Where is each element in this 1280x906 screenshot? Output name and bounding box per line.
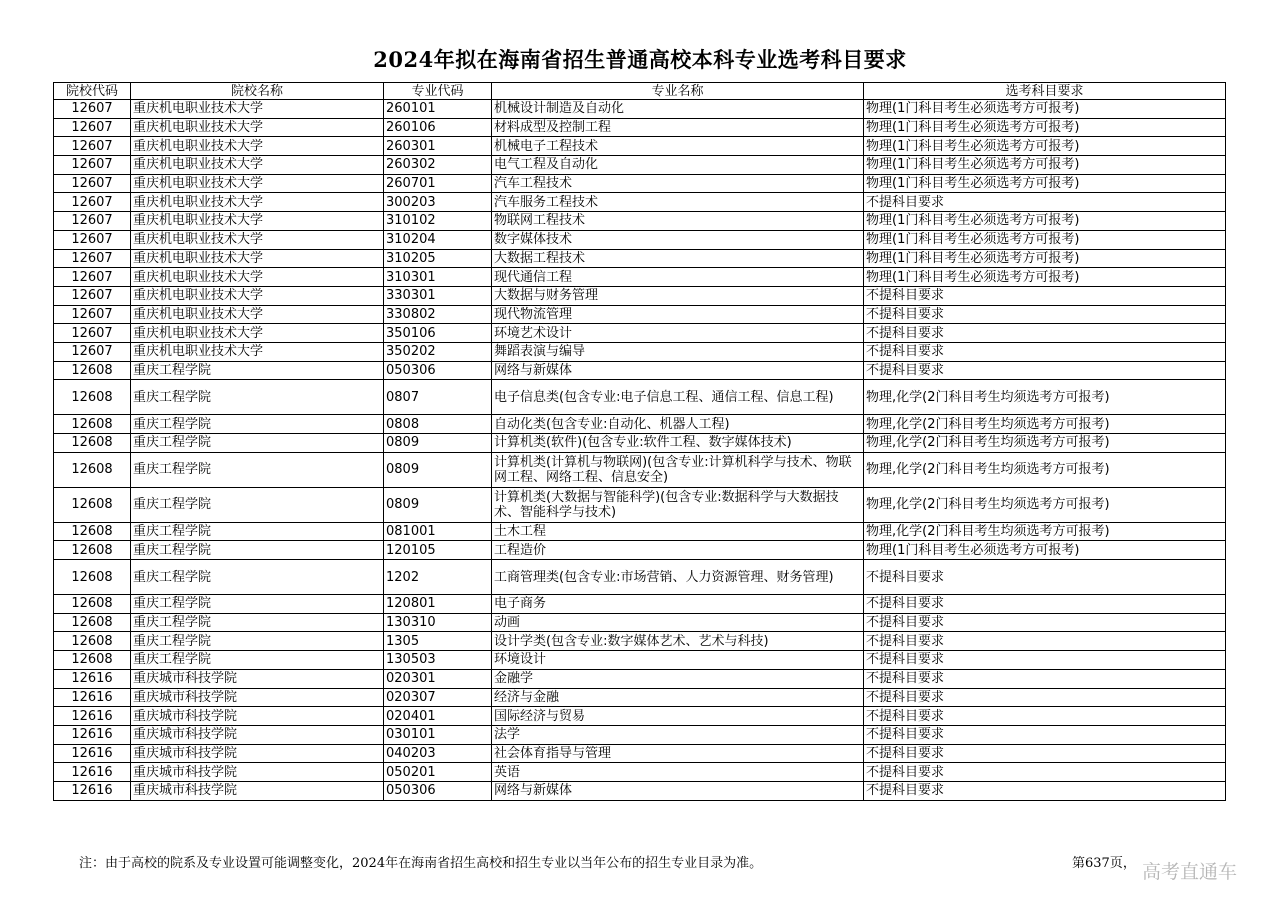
cell-school-name: 重庆城市科技学院: [131, 707, 384, 726]
table-row: [54, 100, 1226, 119]
cell-major-name: 电子商务: [492, 595, 864, 614]
cell-school-code: 12608: [54, 632, 131, 651]
cell-major-name: 计算机类(软件)(包含专业:软件工程、数字媒体技术): [492, 434, 864, 453]
cell-major-code: 330802: [384, 305, 492, 324]
page-title: 2024年拟在海南省招生普通高校本科专业选考科目要求: [373, 47, 907, 72]
cell-school-code: 12608: [54, 560, 131, 595]
cell-subject-requirement: 不提科目要求: [864, 342, 1226, 361]
cell-subject-requirement: 物理,化学(2门科目考生均须选考方可报考): [864, 415, 1226, 434]
cell-major-code: 310205: [384, 249, 492, 268]
cell-school-name: 重庆工程学院: [131, 541, 384, 560]
cell-major-code: 020307: [384, 688, 492, 707]
cell-major-code: 120801: [384, 595, 492, 614]
cell-school-name: 重庆机电职业技术大学: [131, 193, 384, 212]
cell-school-name: 重庆机电职业技术大学: [131, 249, 384, 268]
table-row: [54, 541, 1226, 560]
table-header-row: [54, 83, 1226, 100]
cell-school-name: 重庆工程学院: [131, 487, 384, 522]
cell-school-code: 12607: [54, 174, 131, 193]
cell-school-code: 12608: [54, 380, 131, 415]
cell-school-code: 12616: [54, 669, 131, 688]
cell-subject-requirement: 不提科目要求: [864, 688, 1226, 707]
cell-subject-requirement: 不提科目要求: [864, 725, 1226, 744]
cell-subject-requirement: 不提科目要求: [864, 324, 1226, 343]
cell-major-code: 0809: [384, 487, 492, 522]
table-row: [54, 781, 1226, 800]
cell-major-name: 设计学类(包含专业:数字媒体艺术、艺术与科技): [492, 632, 864, 651]
cell-school-name: 重庆城市科技学院: [131, 669, 384, 688]
cell-major-name: 英语: [492, 763, 864, 782]
cell-major-name: 网络与新媒体: [492, 781, 864, 800]
cell-subject-requirement: 不提科目要求: [864, 595, 1226, 614]
cell-major-name: 现代物流管理: [492, 305, 864, 324]
table-row: [54, 249, 1226, 268]
page-number: 第637页，: [1072, 856, 1136, 871]
cell-major-code: 260701: [384, 174, 492, 193]
cell-school-code: 12607: [54, 230, 131, 249]
cell-subject-requirement: 物理,化学(2门科目考生均须选考方可报考): [864, 487, 1226, 522]
cell-school-name: 重庆工程学院: [131, 560, 384, 595]
cell-school-code: 12607: [54, 100, 131, 119]
cell-major-code: 0807: [384, 380, 492, 415]
cell-major-code: 260301: [384, 137, 492, 156]
cell-subject-requirement: 物理(1门科目考生必须选考方可报考): [864, 212, 1226, 231]
table-row: [54, 193, 1226, 212]
cell-school-name: 重庆机电职业技术大学: [131, 342, 384, 361]
cell-subject-requirement: 不提科目要求: [864, 305, 1226, 324]
cell-major-code: 310301: [384, 268, 492, 287]
cell-major-name: 大数据工程技术: [492, 249, 864, 268]
cell-school-code: 12608: [54, 452, 131, 487]
requirements-table: [53, 82, 1226, 801]
cell-school-code: 12616: [54, 744, 131, 763]
cell-school-code: 12616: [54, 763, 131, 782]
cell-school-name: 重庆工程学院: [131, 434, 384, 453]
cell-major-code: 130503: [384, 651, 492, 670]
cell-school-name: 重庆工程学院: [131, 632, 384, 651]
cell-major-code: 310102: [384, 212, 492, 231]
header-major-name: 专业名称: [492, 83, 864, 100]
cell-school-code: 12616: [54, 707, 131, 726]
cell-school-code: 12608: [54, 487, 131, 522]
cell-major-code: 130310: [384, 613, 492, 632]
cell-subject-requirement: 不提科目要求: [864, 193, 1226, 212]
cell-school-name: 重庆工程学院: [131, 613, 384, 632]
table-row: [54, 487, 1226, 522]
cell-major-name: 国际经济与贸易: [492, 707, 864, 726]
cell-school-code: 12608: [54, 415, 131, 434]
cell-school-code: 12616: [54, 725, 131, 744]
cell-school-name: 重庆机电职业技术大学: [131, 305, 384, 324]
cell-major-code: 260101: [384, 100, 492, 119]
cell-school-code: 12608: [54, 434, 131, 453]
cell-subject-requirement: 不提科目要求: [864, 613, 1226, 632]
cell-major-name: 环境艺术设计: [492, 324, 864, 343]
table-row: [54, 342, 1226, 361]
cell-subject-requirement: 不提科目要求: [864, 286, 1226, 305]
cell-major-name: 工程造价: [492, 541, 864, 560]
cell-school-name: 重庆工程学院: [131, 415, 384, 434]
cell-subject-requirement: 不提科目要求: [864, 560, 1226, 595]
cell-major-code: 260106: [384, 118, 492, 137]
cell-school-name: 重庆机电职业技术大学: [131, 100, 384, 119]
cell-subject-requirement: 不提科目要求: [864, 669, 1226, 688]
cell-school-code: 12616: [54, 781, 131, 800]
header-subject-requirement: 选考科目要求: [864, 83, 1226, 100]
cell-major-name: 大数据与财务管理: [492, 286, 864, 305]
table-row: [54, 744, 1226, 763]
table-row: [54, 212, 1226, 231]
cell-subject-requirement: 物理(1门科目考生必须选考方可报考): [864, 174, 1226, 193]
cell-major-name: 计算机类(大数据与智能科学)(包含专业:数据科学与大数据技术、智能科学与技术): [492, 487, 864, 522]
cell-major-name: 汽车服务工程技术: [492, 193, 864, 212]
cell-school-code: 12607: [54, 118, 131, 137]
cell-school-code: 12607: [54, 286, 131, 305]
cell-major-name: 网络与新媒体: [492, 361, 864, 380]
cell-major-code: 0808: [384, 415, 492, 434]
cell-subject-requirement: 物理(1门科目考生必须选考方可报考): [864, 268, 1226, 287]
watermark: 高考直通车: [1142, 861, 1238, 883]
cell-school-code: 12607: [54, 212, 131, 231]
cell-school-name: 重庆城市科技学院: [131, 688, 384, 707]
cell-school-code: 12607: [54, 305, 131, 324]
table-row: [54, 560, 1226, 595]
table-body: [54, 100, 1226, 801]
cell-subject-requirement: 不提科目要求: [864, 763, 1226, 782]
cell-school-name: 重庆机电职业技术大学: [131, 137, 384, 156]
cell-subject-requirement: 不提科目要求: [864, 651, 1226, 670]
cell-school-code: 12607: [54, 156, 131, 175]
table-row: [54, 118, 1226, 137]
table-row: [54, 452, 1226, 487]
cell-school-name: 重庆城市科技学院: [131, 763, 384, 782]
cell-major-name: 材料成型及控制工程: [492, 118, 864, 137]
table-row: [54, 230, 1226, 249]
table-row: [54, 361, 1226, 380]
cell-subject-requirement: 不提科目要求: [864, 744, 1226, 763]
cell-major-name: 工商管理类(包含专业:市场营销、人力资源管理、财务管理): [492, 560, 864, 595]
cell-subject-requirement: 物理(1门科目考生必须选考方可报考): [864, 230, 1226, 249]
cell-school-code: 12608: [54, 522, 131, 541]
cell-subject-requirement: 物理(1门科目考生必须选考方可报考): [864, 156, 1226, 175]
header-school-name: 院校名称: [131, 83, 384, 100]
cell-major-name: 舞蹈表演与编导: [492, 342, 864, 361]
cell-school-code: 12608: [54, 595, 131, 614]
cell-school-name: 重庆机电职业技术大学: [131, 324, 384, 343]
cell-major-name: 机械设计制造及自动化: [492, 100, 864, 119]
cell-major-code: 081001: [384, 522, 492, 541]
cell-major-code: 300203: [384, 193, 492, 212]
table-row: [54, 688, 1226, 707]
cell-major-code: 050201: [384, 763, 492, 782]
cell-school-name: 重庆工程学院: [131, 651, 384, 670]
cell-school-code: 12616: [54, 688, 131, 707]
cell-major-name: 法学: [492, 725, 864, 744]
table-row: [54, 286, 1226, 305]
cell-major-code: 1305: [384, 632, 492, 651]
table-row: [54, 137, 1226, 156]
cell-major-name: 自动化类(包含专业:自动化、机器人工程): [492, 415, 864, 434]
table-row: [54, 156, 1226, 175]
header-school-code: 院校代码: [54, 83, 131, 100]
cell-subject-requirement: 物理(1门科目考生必须选考方可报考): [864, 541, 1226, 560]
cell-school-code: 12607: [54, 268, 131, 287]
cell-major-name: 机械电子工程技术: [492, 137, 864, 156]
cell-major-name: 环境设计: [492, 651, 864, 670]
cell-subject-requirement: 不提科目要求: [864, 707, 1226, 726]
cell-major-code: 0809: [384, 434, 492, 453]
cell-major-name: 社会体育指导与管理: [492, 744, 864, 763]
cell-major-name: 现代通信工程: [492, 268, 864, 287]
cell-major-code: 050306: [384, 781, 492, 800]
cell-subject-requirement: 物理,化学(2门科目考生均须选考方可报考): [864, 434, 1226, 453]
cell-school-code: 12607: [54, 249, 131, 268]
cell-school-name: 重庆机电职业技术大学: [131, 156, 384, 175]
cell-subject-requirement: 物理(1门科目考生必须选考方可报考): [864, 118, 1226, 137]
cell-subject-requirement: 物理,化学(2门科目考生均须选考方可报考): [864, 522, 1226, 541]
table-row: [54, 763, 1226, 782]
table-row: [54, 268, 1226, 287]
cell-subject-requirement: 不提科目要求: [864, 632, 1226, 651]
table-row: [54, 669, 1226, 688]
cell-major-name: 电气工程及自动化: [492, 156, 864, 175]
cell-major-code: 0809: [384, 452, 492, 487]
cell-school-code: 12607: [54, 137, 131, 156]
cell-school-name: 重庆工程学院: [131, 361, 384, 380]
cell-major-code: 030101: [384, 725, 492, 744]
cell-school-name: 重庆机电职业技术大学: [131, 118, 384, 137]
cell-school-code: 12607: [54, 342, 131, 361]
cell-school-name: 重庆工程学院: [131, 522, 384, 541]
cell-subject-requirement: 物理(1门科目考生必须选考方可报考): [864, 137, 1226, 156]
cell-major-name: 经济与金融: [492, 688, 864, 707]
table-row: [54, 380, 1226, 415]
cell-school-name: 重庆城市科技学院: [131, 725, 384, 744]
table-row: [54, 415, 1226, 434]
cell-subject-requirement: 物理(1门科目考生必须选考方可报考): [864, 100, 1226, 119]
cell-school-name: 重庆机电职业技术大学: [131, 212, 384, 231]
cell-major-code: 350202: [384, 342, 492, 361]
table-row: [54, 305, 1226, 324]
cell-major-code: 330301: [384, 286, 492, 305]
cell-major-name: 动画: [492, 613, 864, 632]
table-row: [54, 595, 1226, 614]
cell-subject-requirement: 物理,化学(2门科目考生均须选考方可报考): [864, 380, 1226, 415]
cell-school-name: 重庆机电职业技术大学: [131, 174, 384, 193]
cell-school-code: 12608: [54, 613, 131, 632]
cell-subject-requirement: 不提科目要求: [864, 361, 1226, 380]
cell-major-name: 土木工程: [492, 522, 864, 541]
cell-school-code: 12608: [54, 361, 131, 380]
cell-major-name: 汽车工程技术: [492, 174, 864, 193]
cell-major-code: 260302: [384, 156, 492, 175]
table-row: [54, 434, 1226, 453]
cell-major-code: 310204: [384, 230, 492, 249]
cell-school-name: 重庆城市科技学院: [131, 744, 384, 763]
cell-school-name: 重庆机电职业技术大学: [131, 230, 384, 249]
cell-subject-requirement: 不提科目要求: [864, 781, 1226, 800]
cell-major-name: 电子信息类(包含专业:电子信息工程、通信工程、信息工程): [492, 380, 864, 415]
cell-school-code: 12608: [54, 651, 131, 670]
cell-major-code: 1202: [384, 560, 492, 595]
table-row: [54, 613, 1226, 632]
header-major-code: 专业代码: [384, 83, 492, 100]
cell-major-code: 020401: [384, 707, 492, 726]
cell-school-name: 重庆机电职业技术大学: [131, 286, 384, 305]
cell-major-code: 350106: [384, 324, 492, 343]
table-row: [54, 632, 1226, 651]
cell-subject-requirement: 物理(1门科目考生必须选考方可报考): [864, 249, 1226, 268]
cell-school-name: 重庆城市科技学院: [131, 781, 384, 800]
cell-school-name: 重庆工程学院: [131, 380, 384, 415]
cell-school-code: 12607: [54, 324, 131, 343]
cell-subject-requirement: 物理,化学(2门科目考生均须选考方可报考): [864, 452, 1226, 487]
cell-school-code: 12608: [54, 541, 131, 560]
cell-major-code: 040203: [384, 744, 492, 763]
cell-school-name: 重庆工程学院: [131, 595, 384, 614]
table-row: [54, 324, 1226, 343]
cell-major-code: 050306: [384, 361, 492, 380]
cell-major-code: 120105: [384, 541, 492, 560]
cell-school-name: 重庆机电职业技术大学: [131, 268, 384, 287]
cell-major-name: 数字媒体技术: [492, 230, 864, 249]
cell-major-name: 金融学: [492, 669, 864, 688]
cell-major-name: 计算机类(计算机与物联网)(包含专业:计算机科学与技术、物联网工程、网络工程、信息安全): [492, 452, 864, 487]
cell-major-code: 020301: [384, 669, 492, 688]
cell-school-name: 重庆工程学院: [131, 452, 384, 487]
table-row: [54, 651, 1226, 670]
table-row: [54, 725, 1226, 744]
footer-note: 注：由于高校的院系及专业设置可能调整变化，2024年在海南省招生高校和招生专业以当年公布的招生专业目录为准。: [79, 856, 763, 871]
cell-major-name: 物联网工程技术: [492, 212, 864, 231]
table-row: [54, 174, 1226, 193]
cell-school-code: 12607: [54, 193, 131, 212]
table-row: [54, 707, 1226, 726]
table-row: [54, 522, 1226, 541]
